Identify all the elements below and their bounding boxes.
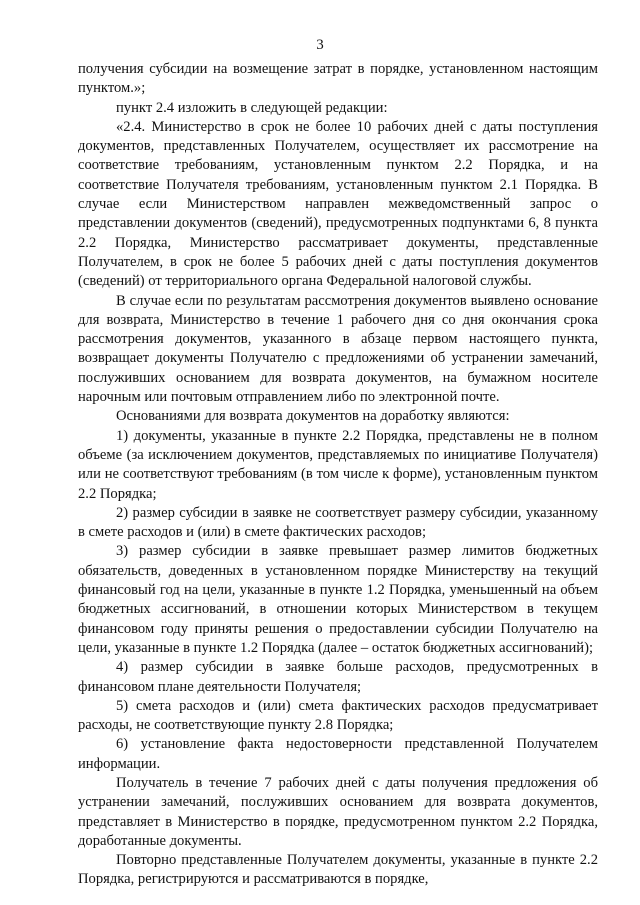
page-number: 3	[316, 37, 324, 53]
list-item-4: 4) размер субсидии в заявке больше расходов, предусмотренных в финансовом плане деятельности Получателя;	[78, 659, 598, 695]
document-body	[78, 60, 598, 890]
paragraph-resubmission: Получатель в течение 7 рабочих дней с даты получения предложения об устранении замечаний, послуживших основанием для возврата документов, представляет в Министерство в порядке, предусмотренном пунктом 2.2 Порядка, доработанные документы.	[78, 774, 598, 849]
paragraph-return-list-heading: Основаниями для возврата документов на доработку являются:	[116, 408, 510, 425]
list-item-1: 1) документы, указанные в пункте 2.2 Порядка, представлены не в полном объеме (за исключением документов, представляемых по инициативе Получателя) или не соответствуют требованиям (в том числе к форме), установленным пунктом 2.2 Порядка;	[78, 427, 598, 502]
list-item-6: 6) установление факта недостоверности представленной Получателем информации.	[78, 736, 598, 772]
list-item-3: 3) размер субсидии в заявке превышает размер лимитов бюджетных обязательств, доведенных в установленном порядке Министерству на текущий финансовый год на цели, указанные в пункте 1.2 Порядка, уменьшенный на объем бюджетных ассигнований, в отношении которых Министерством в текущем финансовом году приняты решения о предоставлении субсидии Получателю на цели, указанные в пункте 1.2 Порядка (далее – остаток бюджетных ассигнований);	[78, 543, 598, 656]
paragraph-amendment-intro: пункт 2.4 изложить в следующей редакции:	[116, 99, 388, 116]
paragraph-repeat-submission: Повторно представленные Получателем документы, указанные в пункте 2.2 Порядка, регистрируются и рассматриваются в порядке,	[78, 852, 598, 888]
paragraph-continuation: получения субсидии на возмещение затрат в порядке, установленном настоящим пунктом.»;	[78, 61, 598, 97]
paragraph-clause-2-4: «2.4. Министерство в срок не более 10 рабочих дней с даты поступления документов, представленных Получателем, осуществляет их рассмотрение на соответствие требованиям, установленным пунктом 2.2 Порядка, и на соответствие Получателя требованиям, установленным пунктом 2.1 Порядка. В случае если Министерством направлен межведомственный запрос о представлении документов (сведений), предусмотренных подпунктами 6, 8 пункта 2.2 Порядка, Министерство рассматривает документы, представленные Получателем, в срок не более 5 рабочих дней с даты поступления документов (сведений) от территориального органа Федеральной налоговой службы.	[78, 118, 598, 290]
paragraph-return-grounds: В случае если по результатам рассмотрения документов выявлено основание для возврата, Министерство в течение 1 рабочего дня со дня окончания срока рассмотрения документов, указанного в абзаце первом настоящего пункта, возвращает документы Получателю с предложениями об устранении замечаний, послуживших основанием для возврата документов, на бумажном носителе нарочным или почтовым отправлением либо по электронной почте.	[78, 292, 598, 406]
list-item-5: 5) смета расходов и (или) смета фактических расходов предусматривает расходы, не соответствующие пункту 2.8 Порядка;	[78, 697, 598, 734]
list-item-2: 2) размер субсидии в заявке не соответствует размеру субсидии, указанному в смете расходов и (или) в смете фактических расходов;	[78, 504, 598, 541]
